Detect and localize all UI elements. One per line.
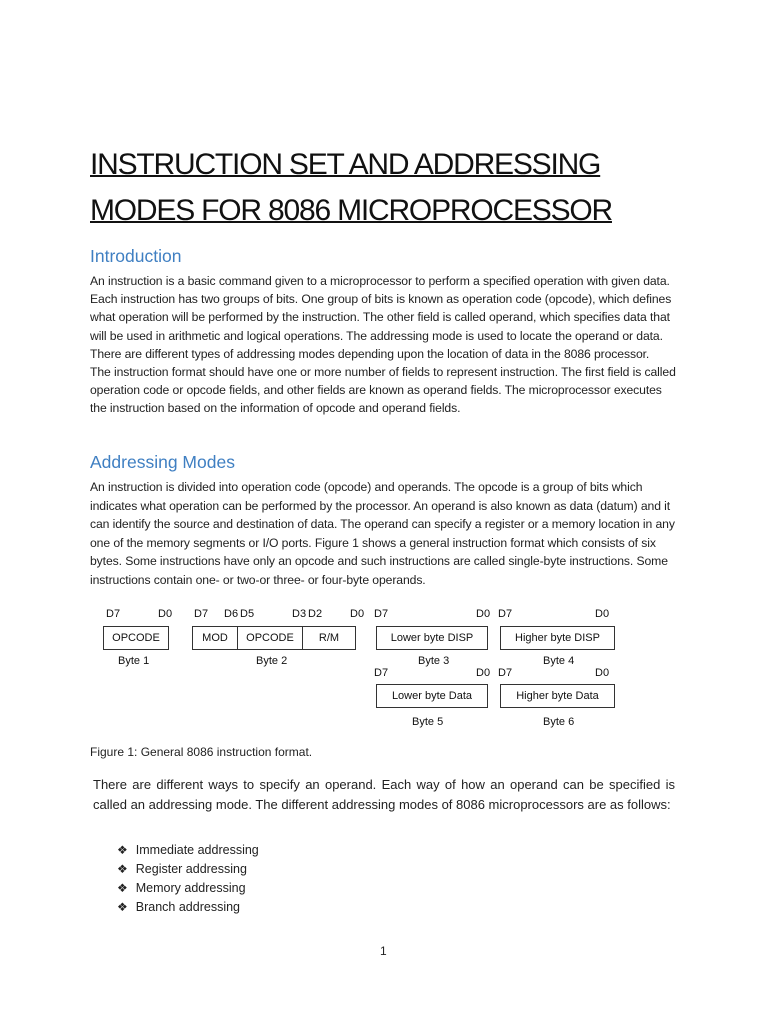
diamond-bullet-icon: ❖: [117, 862, 128, 876]
instruction-format-figure: [90, 600, 630, 740]
bit-label: D7: [498, 667, 513, 679]
figure-caption: Figure 1: General 8086 instruction format.: [90, 745, 313, 759]
title-line-2: MODES FOR 8086 MICROPROCESSOR: [90, 194, 612, 227]
byte4-box: [500, 626, 615, 650]
title-line-1: INSTRUCTION SET AND ADDRESSING: [90, 148, 601, 181]
list-item-text: Immediate addressing: [135, 843, 259, 857]
bit-label: D3: [292, 608, 307, 620]
byte4-label: Byte 4: [543, 655, 575, 667]
list-item-text: Memory addressing: [135, 881, 246, 895]
mod-field: MOD: [193, 627, 238, 649]
intro-paragraph: The instruction format should have one or more number of fields to represent instruction. The first field is called operation code or opcode fields, and other fields are known as operand fields. The microprocessor executes the instruction based on the information of opcode and operand fields.: [90, 365, 676, 416]
introduction-heading: Introduction: [90, 246, 182, 266]
bit-label: D5: [240, 608, 255, 620]
bit-label: D7: [194, 608, 209, 620]
list-item: [117, 860, 259, 879]
bit-label: D0: [158, 608, 173, 620]
page-number: 1: [380, 944, 387, 958]
opcode-field: OPCODE: [112, 632, 160, 644]
list-item-text: Branch addressing: [135, 900, 240, 914]
modes-intro-paragraph: There are different ways to specify an operand. Each way of how an operand can be specified is called an addressing mode. The different addressing modes of 8086 microprocessors are as follows:: [93, 777, 675, 812]
document-title: [90, 142, 612, 234]
intro-paragraph: An instruction is a basic command given to a microprocessor to perform a specified operation with given data. Each instruction has two groups of bits. One group of bits is known as operation code (opcode), which defines what operation will be performed by the instruction. The other field is called operand, which specifies data that will be used in arithmetic and logical operations. The addressing mode is used to locate the operand or data. There are different types of addressing modes depending upon the location of data in the 8086 processor.: [90, 274, 672, 361]
byte2-label: Byte 2: [256, 655, 288, 667]
bit-label: D7: [374, 608, 389, 620]
bit-label: D7: [498, 608, 513, 620]
addressing-modes-body: [90, 478, 680, 589]
rm-field: R/M: [318, 632, 340, 644]
list-item-text: Register addressing: [135, 862, 247, 876]
bit-label: D0: [350, 608, 365, 620]
diamond-bullet-icon: ❖: [117, 843, 128, 857]
byte3-label: Byte 3: [418, 655, 450, 667]
bit-label: D0: [595, 608, 610, 620]
lower-data-field: Lower byte Data: [391, 690, 473, 702]
byte5-box: [376, 684, 488, 708]
byte6-label: Byte 6: [543, 716, 575, 728]
addressing-paragraph: An instruction is divided into operation code (opcode) and operands. The opcode is a group of bits which indicates what operation can be performed by the processor. An operand is also known as data (datum) and it can identify the source and destination of data. The operand can specify a register or a memory location in any one of the memory segments or I/O ports. Figure 1 shows a general instruction format which consists of six bytes. Some instructions have only an opcode and such instructions are called single-byte instructions. Some instructions contain one- or two-or three- or four-byte operands.: [90, 480, 675, 587]
diamond-bullet-icon: ❖: [117, 881, 128, 895]
bit-label: D0: [476, 608, 491, 620]
byte1-label: Byte 1: [118, 655, 150, 667]
bit-label: D7: [106, 608, 121, 620]
addressing-modes-heading: Addressing Modes: [90, 452, 235, 472]
introduction-body: [90, 272, 680, 418]
byte6-box: [500, 684, 615, 708]
addressing-modes-list: [117, 841, 259, 917]
bit-label: D7: [374, 667, 389, 679]
list-item: [117, 841, 259, 860]
bit-label: D2: [308, 608, 323, 620]
bit-label: D0: [476, 667, 491, 679]
list-item: [117, 879, 259, 898]
byte2-box: [192, 626, 356, 650]
higher-data-field: Higher byte Data: [516, 690, 599, 702]
bit-label: D6: [224, 608, 239, 620]
higher-disp-field: Higher byte DISP: [515, 632, 600, 644]
list-item: [117, 898, 259, 917]
opcode-field: OPCODE: [238, 627, 303, 649]
byte3-box: [376, 626, 488, 650]
diamond-bullet-icon: ❖: [117, 900, 128, 914]
lower-disp-field: Lower byte DISP: [390, 632, 474, 644]
bit-label: D0: [595, 667, 610, 679]
byte5-label: Byte 5: [412, 716, 444, 728]
byte1-box: [103, 626, 169, 650]
